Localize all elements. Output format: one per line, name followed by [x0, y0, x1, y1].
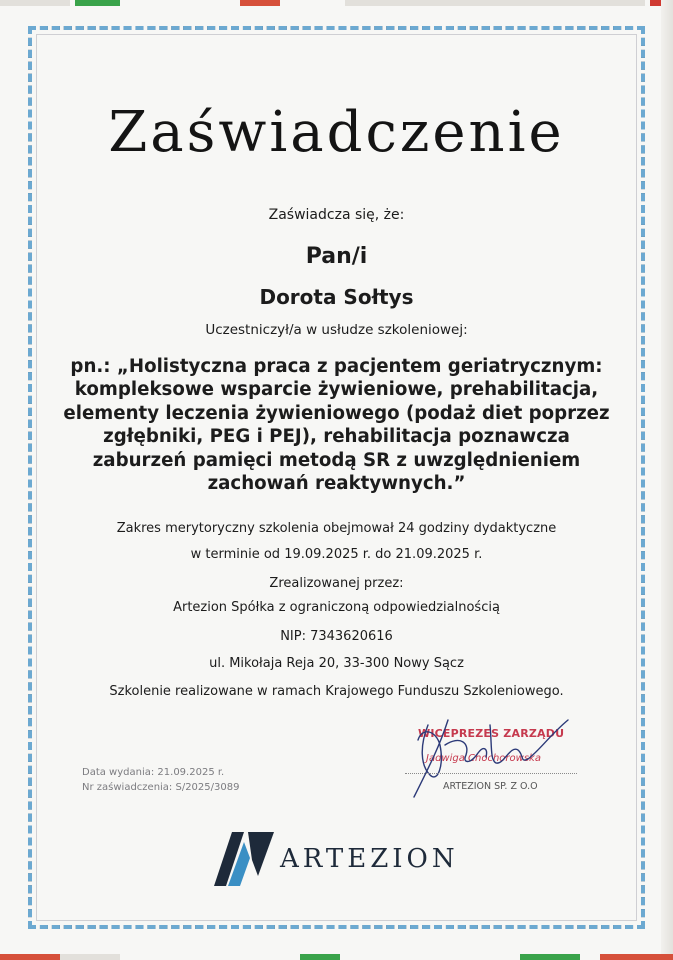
company-name: Artezion Spółka z ograniczoną odpowiedzialnością [173, 600, 500, 615]
term-text: w terminie od 19.09.2025 r. do 21.09.2025 r. [190, 547, 483, 562]
course-title-line: zachowań reaktywnych.” [207, 473, 466, 495]
artezion-logo [214, 832, 474, 888]
salutation: Pan/i [305, 244, 368, 269]
stamp-title: WICEPREZES ZARZĄDU [418, 727, 565, 740]
company-nip: NIP: 7343620616 [280, 629, 393, 644]
certificate-title: Zaświadczenie [108, 100, 565, 165]
stamp-name: Jadwiga Chochorowska [426, 753, 541, 764]
course-title-line: elementy leczenia żywieniowego (podaż diet poprzez [63, 402, 610, 424]
certificate-number: Nr zaświadczenia: S/2025/3089 [82, 782, 240, 793]
realized-by-text: Zrealizowanej przez: [269, 576, 404, 591]
participation-text: Uczestniczył/a w usłudze szkoleniowej: [205, 322, 468, 338]
course-title [60, 355, 613, 495]
artezion-logo-icon [214, 832, 274, 888]
bottom-color-strip [0, 954, 673, 960]
company-address: ul. Mikołaja Reja 20, 33-300 Nowy Sącz [209, 656, 464, 671]
issue-info [82, 765, 239, 795]
course-title-line: zaburzeń pamięci metodą SR z uwzględnieniem [92, 449, 581, 471]
artezion-logo-text: ARTEZION [280, 844, 459, 874]
company-short-name: ARTEZION SP. Z O.O [443, 781, 538, 792]
intro-text: Zaświadcza się, że: [268, 207, 405, 223]
signature-line [405, 773, 577, 774]
course-title-line: pn.: „Holistyczna praca z pacjentem geriatrycznym: [70, 356, 603, 377]
course-title-line: kompleksowe wsparcie żywieniowe, prehabilitacja, [74, 379, 599, 401]
top-color-strip [0, 0, 673, 6]
course-title-line: zgłębniki, PEG i PEJ), rehabilitacja poznawcza [103, 426, 570, 448]
participant-name: Dorota Sołtys [259, 285, 414, 309]
scope-text: Zakres merytoryczny szkolenia obejmował 24 godziny dydaktyczne [116, 521, 557, 536]
issue-date: Data wydania: 21.09.2025 r. [82, 767, 225, 778]
funding-note: Szkolenie realizowane w ramach Krajowego Funduszu Szkoleniowego. [109, 684, 564, 699]
